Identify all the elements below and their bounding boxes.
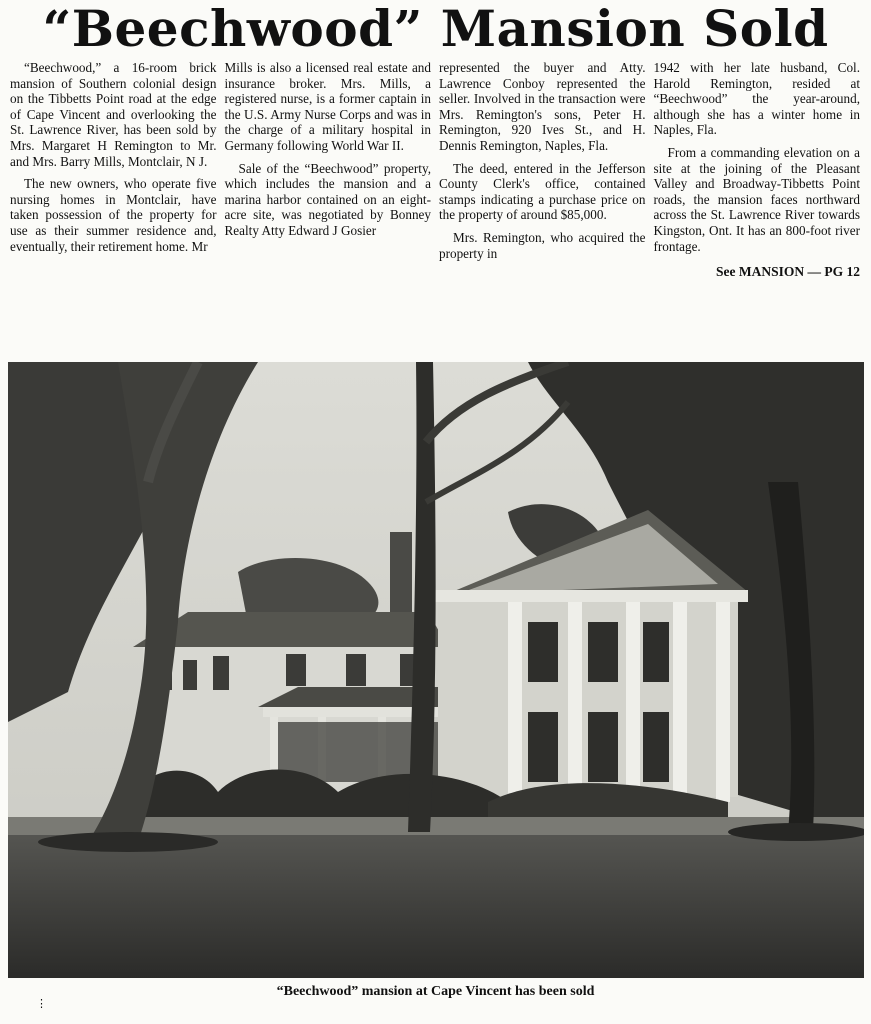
paragraph: Mills is also a licensed real estate and insurance broker. Mrs. Mills, a registered nurse, is a former captain in the U.S. Army Nurse Corps and was in the charge of a military hospital in Germany following World War II. bbox=[224, 60, 431, 153]
continuation-reference: See MANSION — PG 12 bbox=[716, 264, 860, 280]
paragraph: The deed, entered in the Jefferson County Clerk's office, contained stamps indicating a purchase price on the property of around $85,000. bbox=[439, 160, 646, 223]
paragraph: “Beechwood,” a 16-room brick mansion of Southern colonial design on the Tibbetts Point road at the edge of Cape Vincent and overlooking the St. Lawrence River, has been sold by Mrs. Margaret H Remington to Mr. and Mrs. Barry Mills, Montclair, N J. bbox=[10, 60, 217, 169]
paragraph: represented the buyer and Atty. Lawrence Conboy represented the seller. Involved in the transaction were Mrs. Remington's sons, Peter H. Remington, 920 Ives St., and H. Dennis Remington, Naples, Fla. bbox=[439, 60, 646, 153]
paragraph: Mrs. Remington, who acquired the property in bbox=[439, 229, 646, 261]
headline: “Beechwood” Mansion Sold bbox=[42, 0, 829, 58]
paragraph: From a commanding elevation on a site at the joining of the Pleasant Valley and Broadway-Tibbetts Point roads, the mansion faces northward across the St. Lawrence River towards Kingston, Ont. It has an 800-foot river frontage. bbox=[653, 144, 860, 254]
paragraph: The new owners, who operate five nursing homes in Montclair, have taken possession of the property for use as their summer residence and, eventually, their retirement home. Mr bbox=[10, 176, 217, 254]
mansion-photo bbox=[8, 362, 864, 978]
photo-caption: “Beechwood” mansion at Cape Vincent has been sold bbox=[276, 984, 595, 999]
paragraph: Sale of the “Beechwood” property, which includes the mansion and a marina harbor contained on an eight-acre site, was negotiated by Bonney Realty Atty Edward J Gosier bbox=[224, 160, 431, 238]
paragraph: 1942 with her late husband, Col. Harold Remington, resided at “Beechwood” the year-around, although she has a winter home in Naples, Fla. bbox=[653, 60, 860, 138]
article-column-4 bbox=[654, 60, 861, 352]
margin-mark: ⋮ bbox=[36, 998, 47, 1010]
article-column-2 bbox=[225, 60, 432, 352]
article-column-1 bbox=[10, 60, 217, 352]
mansion-illustration bbox=[8, 362, 864, 978]
article-column-3 bbox=[439, 60, 646, 352]
article-body bbox=[10, 60, 860, 352]
